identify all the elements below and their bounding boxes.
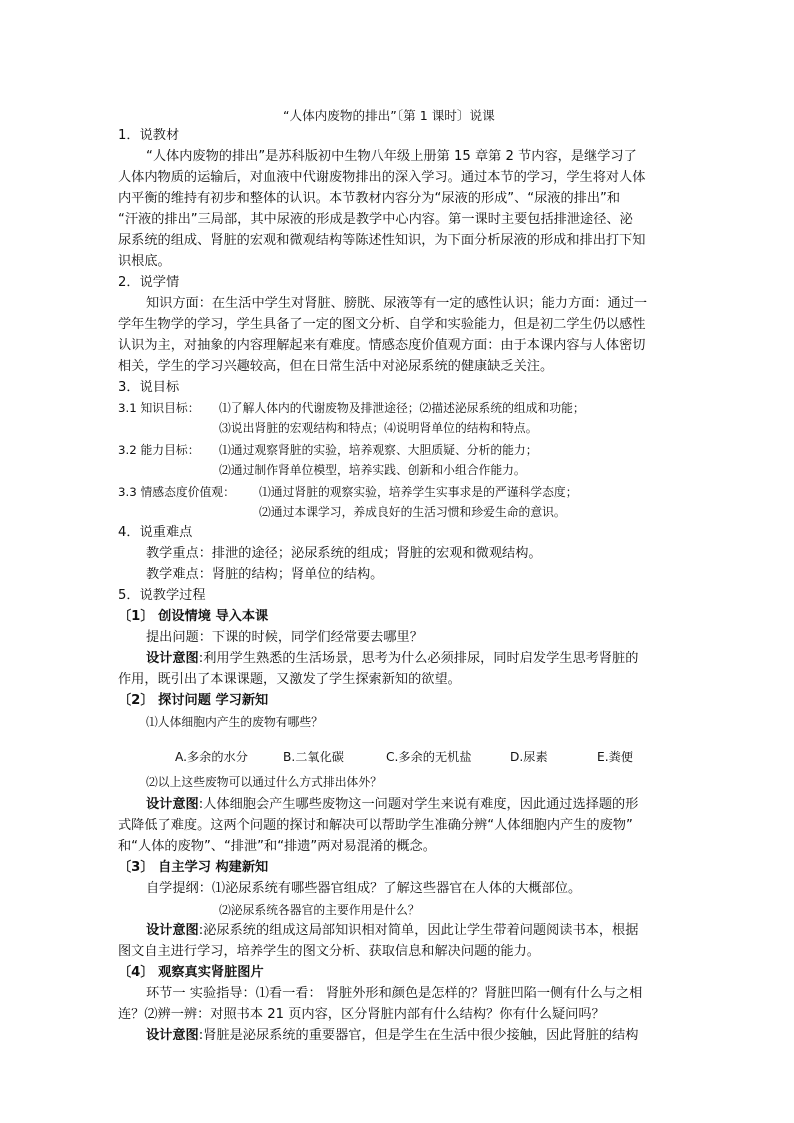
design-intent-text: :利用学生熟悉的生活场景，思考为什么必须排尿，同时启发学生思考肾脏的 bbox=[198, 651, 639, 666]
design-intent-text: :肾脏是泌尿系统的重要器官，但是学生在生活中很少接触，因此肾脏的结构 bbox=[198, 1028, 639, 1043]
section-3-heading: 3．说目标 bbox=[118, 380, 180, 395]
step-2-design-intent-line: 和“人体的废物”、“排泄”和“排遗”两对易混淆的概念。 bbox=[118, 839, 436, 854]
section-1-line: “人体内废物的排出”是苏科版初中生物八年级上册第 15 章第 2 节内容，是继学习了 bbox=[146, 149, 637, 164]
ability-goal-line: ⑵通过制作肾单位模型，培养实践、创新和小组合作能力。 bbox=[219, 463, 526, 477]
design-intent-text: :人体细胞会产生哪些废物这一问题对学生来说有难度，因此通过选择题的形 bbox=[198, 797, 639, 812]
knowledge-goal-line: ⑶说出肾脏的宏观结构和特点；⑷说明肾单位的结构和特点。 bbox=[219, 421, 538, 435]
section-4-heading: 4．说重难点 bbox=[118, 525, 193, 540]
step-4-guide-line: 连？⑵辨一辨：对照书本 21 页内容，区分肾脏内部有什么结构？你有什么疑问吗？ bbox=[118, 1007, 605, 1022]
choice-b: B.二氧化碳 bbox=[283, 750, 344, 764]
step-3-heading: 〔3〕 自主学习 构建新知 bbox=[118, 860, 269, 875]
section-2-heading: 2．说学情 bbox=[118, 275, 180, 290]
step-4-guide: 环节一 实验指导：⑴看一看： 肾脏外形和颜色是怎样的？肾脏凹陷一侧有什么与之相 bbox=[146, 986, 643, 1001]
choice-e: E.粪便 bbox=[597, 750, 633, 764]
section-5-heading: 5．说教学过程 bbox=[118, 588, 206, 603]
section-2-line: 相关，学生的学习兴趣较高，但在日常生活中对泌尿系统的健康缺乏关注。 bbox=[118, 359, 554, 374]
section-1-line: 人体内物质的运输后，对血液中代谢废物排出的深入学习。通过本节的学习，学生将对人体 bbox=[118, 170, 646, 185]
key-points: 教学重点：排泄的途径；泌尿系统的组成；肾脏的宏观和微观结构。 bbox=[146, 546, 542, 561]
step-1-design-intent-line: 作用，既引出了本课课题，又激发了学生探索新知的欲望。 bbox=[118, 672, 461, 687]
step-2-question-1: ⑴人体细胞内产生的废物有哪些？ bbox=[146, 715, 323, 729]
design-intent-label: 设计意图 bbox=[146, 797, 199, 812]
section-1-line: 内平衡的维持有初步和整体的认识。本节教材内容分为“尿液的形成”、“尿液的排出”和 bbox=[118, 191, 621, 206]
section-1-heading: 1．说教材 bbox=[118, 128, 180, 143]
section-1-line: “汗液的排出”三局部，其中尿液的形成是教学中心内容。第一课时主要包括排泄途径、泌 bbox=[118, 212, 633, 227]
step-2-question-2: ⑵以上这些废物可以通过什么方式排出体外？ bbox=[146, 775, 382, 789]
design-intent-text: :泌尿系统的组成这局部知识相对简单，因此让学生带着问题阅读书本，根据 bbox=[198, 923, 639, 938]
choice-d: D.尿素 bbox=[510, 750, 548, 764]
step-1-question: 提出问题：下课的时候，同学们经常要去哪里？ bbox=[146, 630, 423, 645]
step-4-heading: 〔4〕 观察真实肾脏图片 bbox=[118, 965, 264, 980]
ability-goal-label: 3.2 能力目标： bbox=[118, 443, 200, 457]
step-1-design-intent bbox=[146, 649, 638, 669]
design-intent-label: 设计意图 bbox=[146, 651, 199, 666]
step-2-heading: 〔2〕 探讨问题 学习新知 bbox=[118, 693, 269, 708]
step-3-outline-line: ⑵泌尿系统各器官的主要作用是什么？ bbox=[219, 903, 420, 917]
section-1-line: 尿系统的组成、肾脏的宏观和微观结构等陈述性知识，为下面分析尿液的形成和排出打下知 bbox=[118, 233, 646, 248]
attitude-goal-line: ⑴通过肾脏的观察实验，培养学生实事求是的严谨科学态度； bbox=[259, 485, 578, 499]
choice-c: C.多余的无机盐 bbox=[386, 750, 472, 764]
section-2-line: 知识方面：在生活中学生对肾脏、膀胱、尿液等有一定的感性认识；能力方面：通过一 bbox=[146, 296, 648, 311]
document-title: “人体内废物的排出”〔第 1 课时〕说课 bbox=[283, 108, 495, 123]
design-intent-label: 设计意图 bbox=[146, 923, 199, 938]
section-1-line: 识根底。 bbox=[118, 254, 171, 269]
section-2-line: 学年生物学的学习，学生具备了一定的图文分析、自学和实验能力，但是初二学生仍以感性 bbox=[118, 317, 646, 332]
section-2-line: 认识为主，对抽象的内容理解起来有难度。情感态度价值观方面：由于本课内容与人体密切 bbox=[118, 338, 646, 353]
knowledge-goal-label: 3.1 知识目标： bbox=[118, 401, 200, 415]
step-3-outline: 自学提纲：⑴泌尿系统有哪些器官组成？了解这些器官在人体的大概部位。 bbox=[146, 881, 582, 896]
choice-a: A.多余的水分 bbox=[175, 750, 248, 764]
step-3-design-intent bbox=[146, 921, 638, 941]
ability-goal-line: ⑴通过观察肾脏的实验，培养观察、大胆质疑、分析的能力； bbox=[219, 443, 538, 457]
difficult-points: 教学难点：肾脏的结构；肾单位的结构。 bbox=[146, 567, 384, 582]
step-4-design-intent bbox=[146, 1026, 638, 1046]
knowledge-goal-line: ⑴了解人体内的代谢废物及排泄途径；⑵描述泌尿系统的组成和功能； bbox=[219, 401, 585, 415]
step-3-design-intent-line: 图文自主进行学习，培养学生的图文分析、获取信息和解决问题的能力。 bbox=[118, 944, 540, 959]
attitude-goal-label: 3.3 情感态度价值观： bbox=[118, 485, 235, 499]
attitude-goal-line: ⑵通过本课学习，养成良好的生活习惯和珍爱生命的意识。 bbox=[259, 505, 566, 519]
step-2-design-intent-line: 式降低了难度。这两个问题的探讨和解决可以帮助学生准确分辨“人体细胞内产生的废物” bbox=[118, 818, 633, 833]
design-intent-label: 设计意图 bbox=[146, 1028, 199, 1043]
step-1-heading: 〔1〕 创设情境 导入本课 bbox=[118, 609, 269, 624]
step-2-design-intent bbox=[146, 795, 638, 815]
